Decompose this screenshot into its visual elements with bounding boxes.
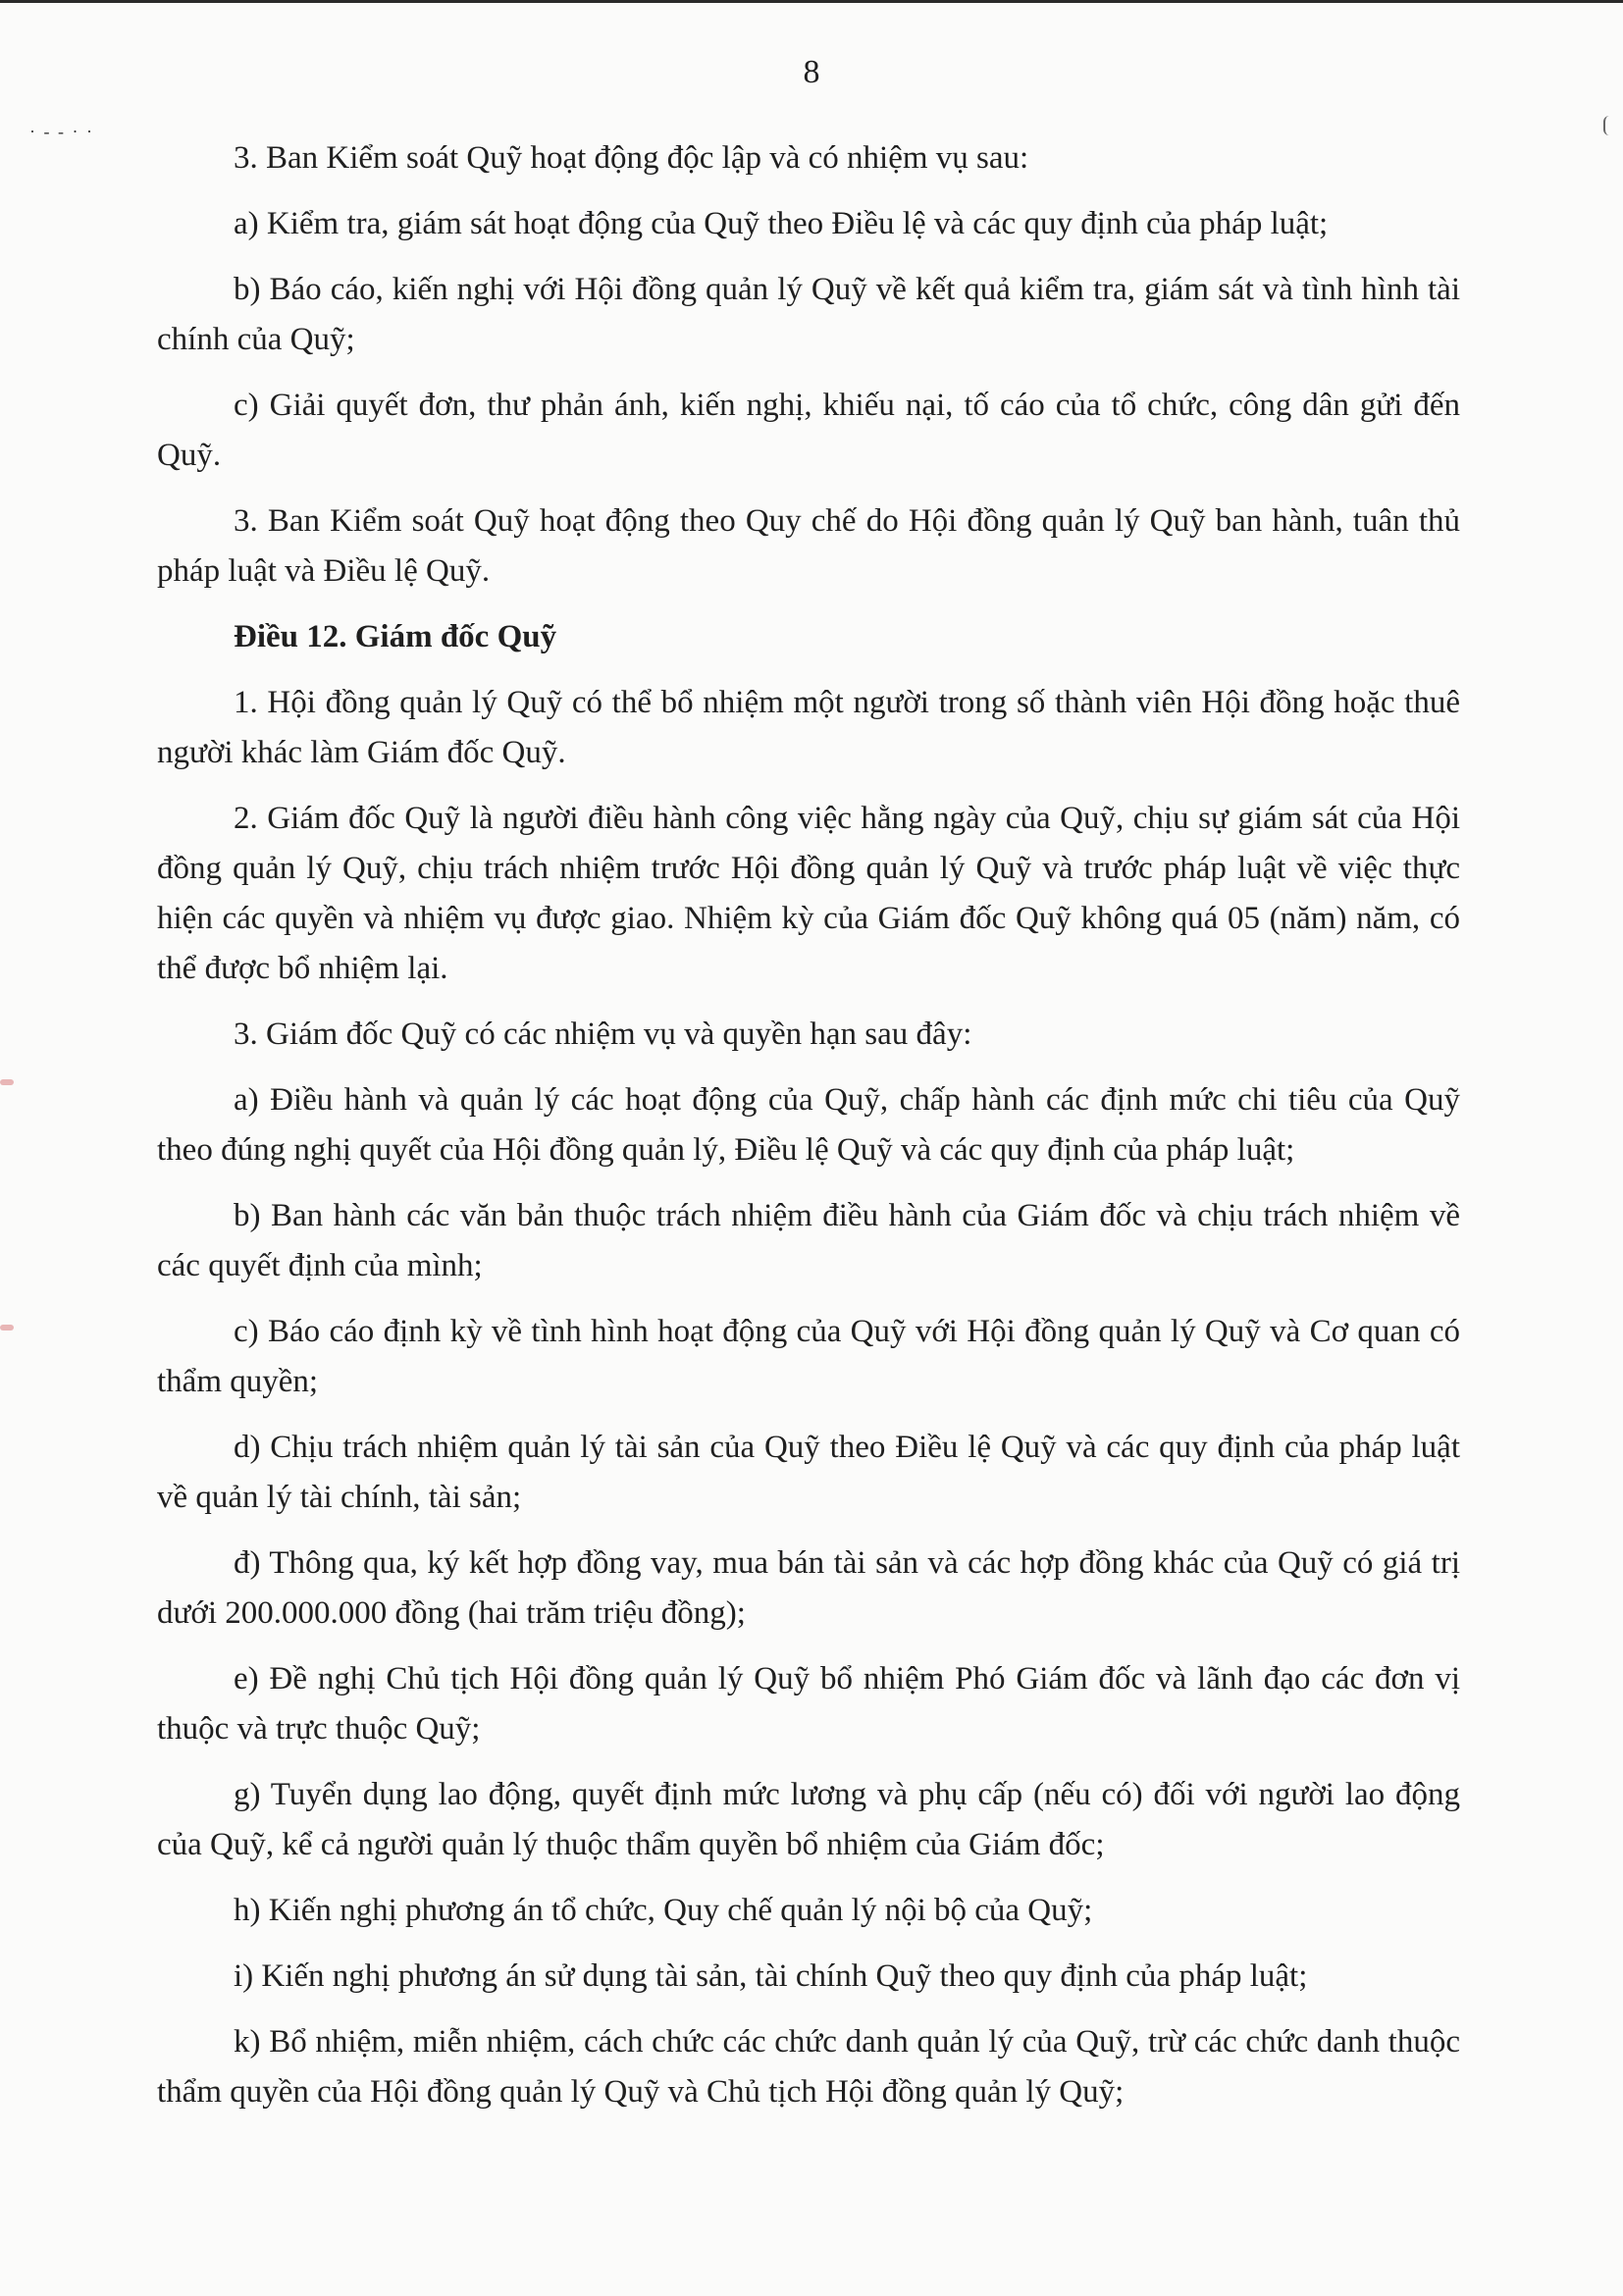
document-body [157,133,1460,2133]
paragraph: e) Đề nghị Chủ tịch Hội đồng quản lý Quỹ bổ nhiệm Phó Giám đốc và lãnh đạo các đơn vị thuộc và trực thuộc Quỹ; [157,1661,1460,1747]
paragraph: 3. Giám đốc Quỹ có các nhiệm vụ và quyền hạn sau đây: [234,1017,972,1052]
paragraph: b) Ban hành các văn bản thuộc trách nhiệm điều hành của Giám đốc và chịu trách nhiệm về các quyết định của mình; [157,1198,1460,1283]
article-heading: Điều 12. Giám đốc Quỹ [234,619,557,654]
scan-artifact-stain [0,1325,14,1331]
page-number: 8 [803,54,820,90]
scan-artifact-stain [0,1079,14,1085]
paragraph: g) Tuyển dụng lao động, quyết định mức lương và phụ cấp (nếu có) đối với người lao động của Quỹ, kể cả người quản lý thuộc thẩm quyền bổ nhiệm của Giám đốc; [157,1777,1460,1862]
paragraph: c) Báo cáo định kỳ về tình hình hoạt động của Quỹ với Hội đồng quản lý Quỹ và Cơ quan có thẩm quyền; [157,1314,1460,1399]
paragraph: a) Điều hành và quản lý các hoạt động của Quỹ, chấp hành các định mức chi tiêu của Quỹ theo đúng nghị quyết của Hội đồng quản lý, Điều lệ Quỹ và các quy định của pháp luật; [157,1082,1460,1168]
paragraph: 3. Ban Kiểm soát Quỹ hoạt động theo Quy chế do Hội đồng quản lý Quỹ ban hành, tuân thủ pháp luật và Điều lệ Quỹ. [157,503,1460,589]
paragraph: 2. Giám đốc Quỹ là người điều hành công việc hằng ngày của Quỹ, chịu sự giám sát của Hội đồng quản lý Quỹ, chịu trách nhiệm trước Hội đồng quản lý Quỹ và trước pháp luật về việc thực hiện các quyền và nhiệm vụ được giao. Nhiệm kỳ của Giám đốc Quỹ không quá 05 (năm) năm, có thể được bổ nhiệm lại. [157,801,1460,986]
paragraph: c) Giải quyết đơn, thư phản ánh, kiến nghị, khiếu nại, tố cáo của tổ chức, công dân gửi đến Quỹ. [157,388,1460,473]
paragraph: k) Bổ nhiệm, miễn nhiệm, cách chức các chức danh quản lý của Quỹ, trừ các chức danh thuộc thẩm quyền của Hội đồng quản lý Quỹ và Chủ tịch Hội đồng quản lý Quỹ; [157,2024,1460,2110]
paragraph: i) Kiến nghị phương án sử dụng tài sản, tài chính Quỹ theo quy định của pháp luật; [234,1958,1308,1994]
page-top-border [0,0,1623,3]
paragraph: đ) Thông qua, ký kết hợp đồng vay, mua bán tài sản và các hợp đồng khác của Quỹ có giá trị dưới 200.000.000 đồng (hai trăm triệu đồng); [157,1545,1460,1631]
paragraph: 3. Ban Kiểm soát Quỹ hoạt động độc lập và có nhiệm vụ sau: [234,140,1029,176]
paragraph: d) Chịu trách nhiệm quản lý tài sản của Quỹ theo Điều lệ Quỹ và các quy định của pháp luật về quản lý tài chính, tài sản; [157,1430,1460,1515]
paragraph: 1. Hội đồng quản lý Quỹ có thể bổ nhiệm một người trong số thành viên Hội đồng hoặc thuê người khác làm Giám đốc Quỹ. [157,685,1460,770]
paragraph: h) Kiến nghị phương án tổ chức, Quy chế quản lý nội bộ của Quỹ; [234,1893,1093,1928]
scan-artifact-edge [1603,116,1615,135]
paragraph: b) Báo cáo, kiến nghị với Hội đồng quản lý Quỹ về kết quả kiểm tra, giám sát và tình hình tài chính của Quỹ; [157,272,1460,357]
scan-artifact-mark: · - - · · [29,122,94,141]
paragraph: a) Kiểm tra, giám sát hoạt động của Quỹ theo Điều lệ và các quy định của pháp luật; [234,206,1329,241]
